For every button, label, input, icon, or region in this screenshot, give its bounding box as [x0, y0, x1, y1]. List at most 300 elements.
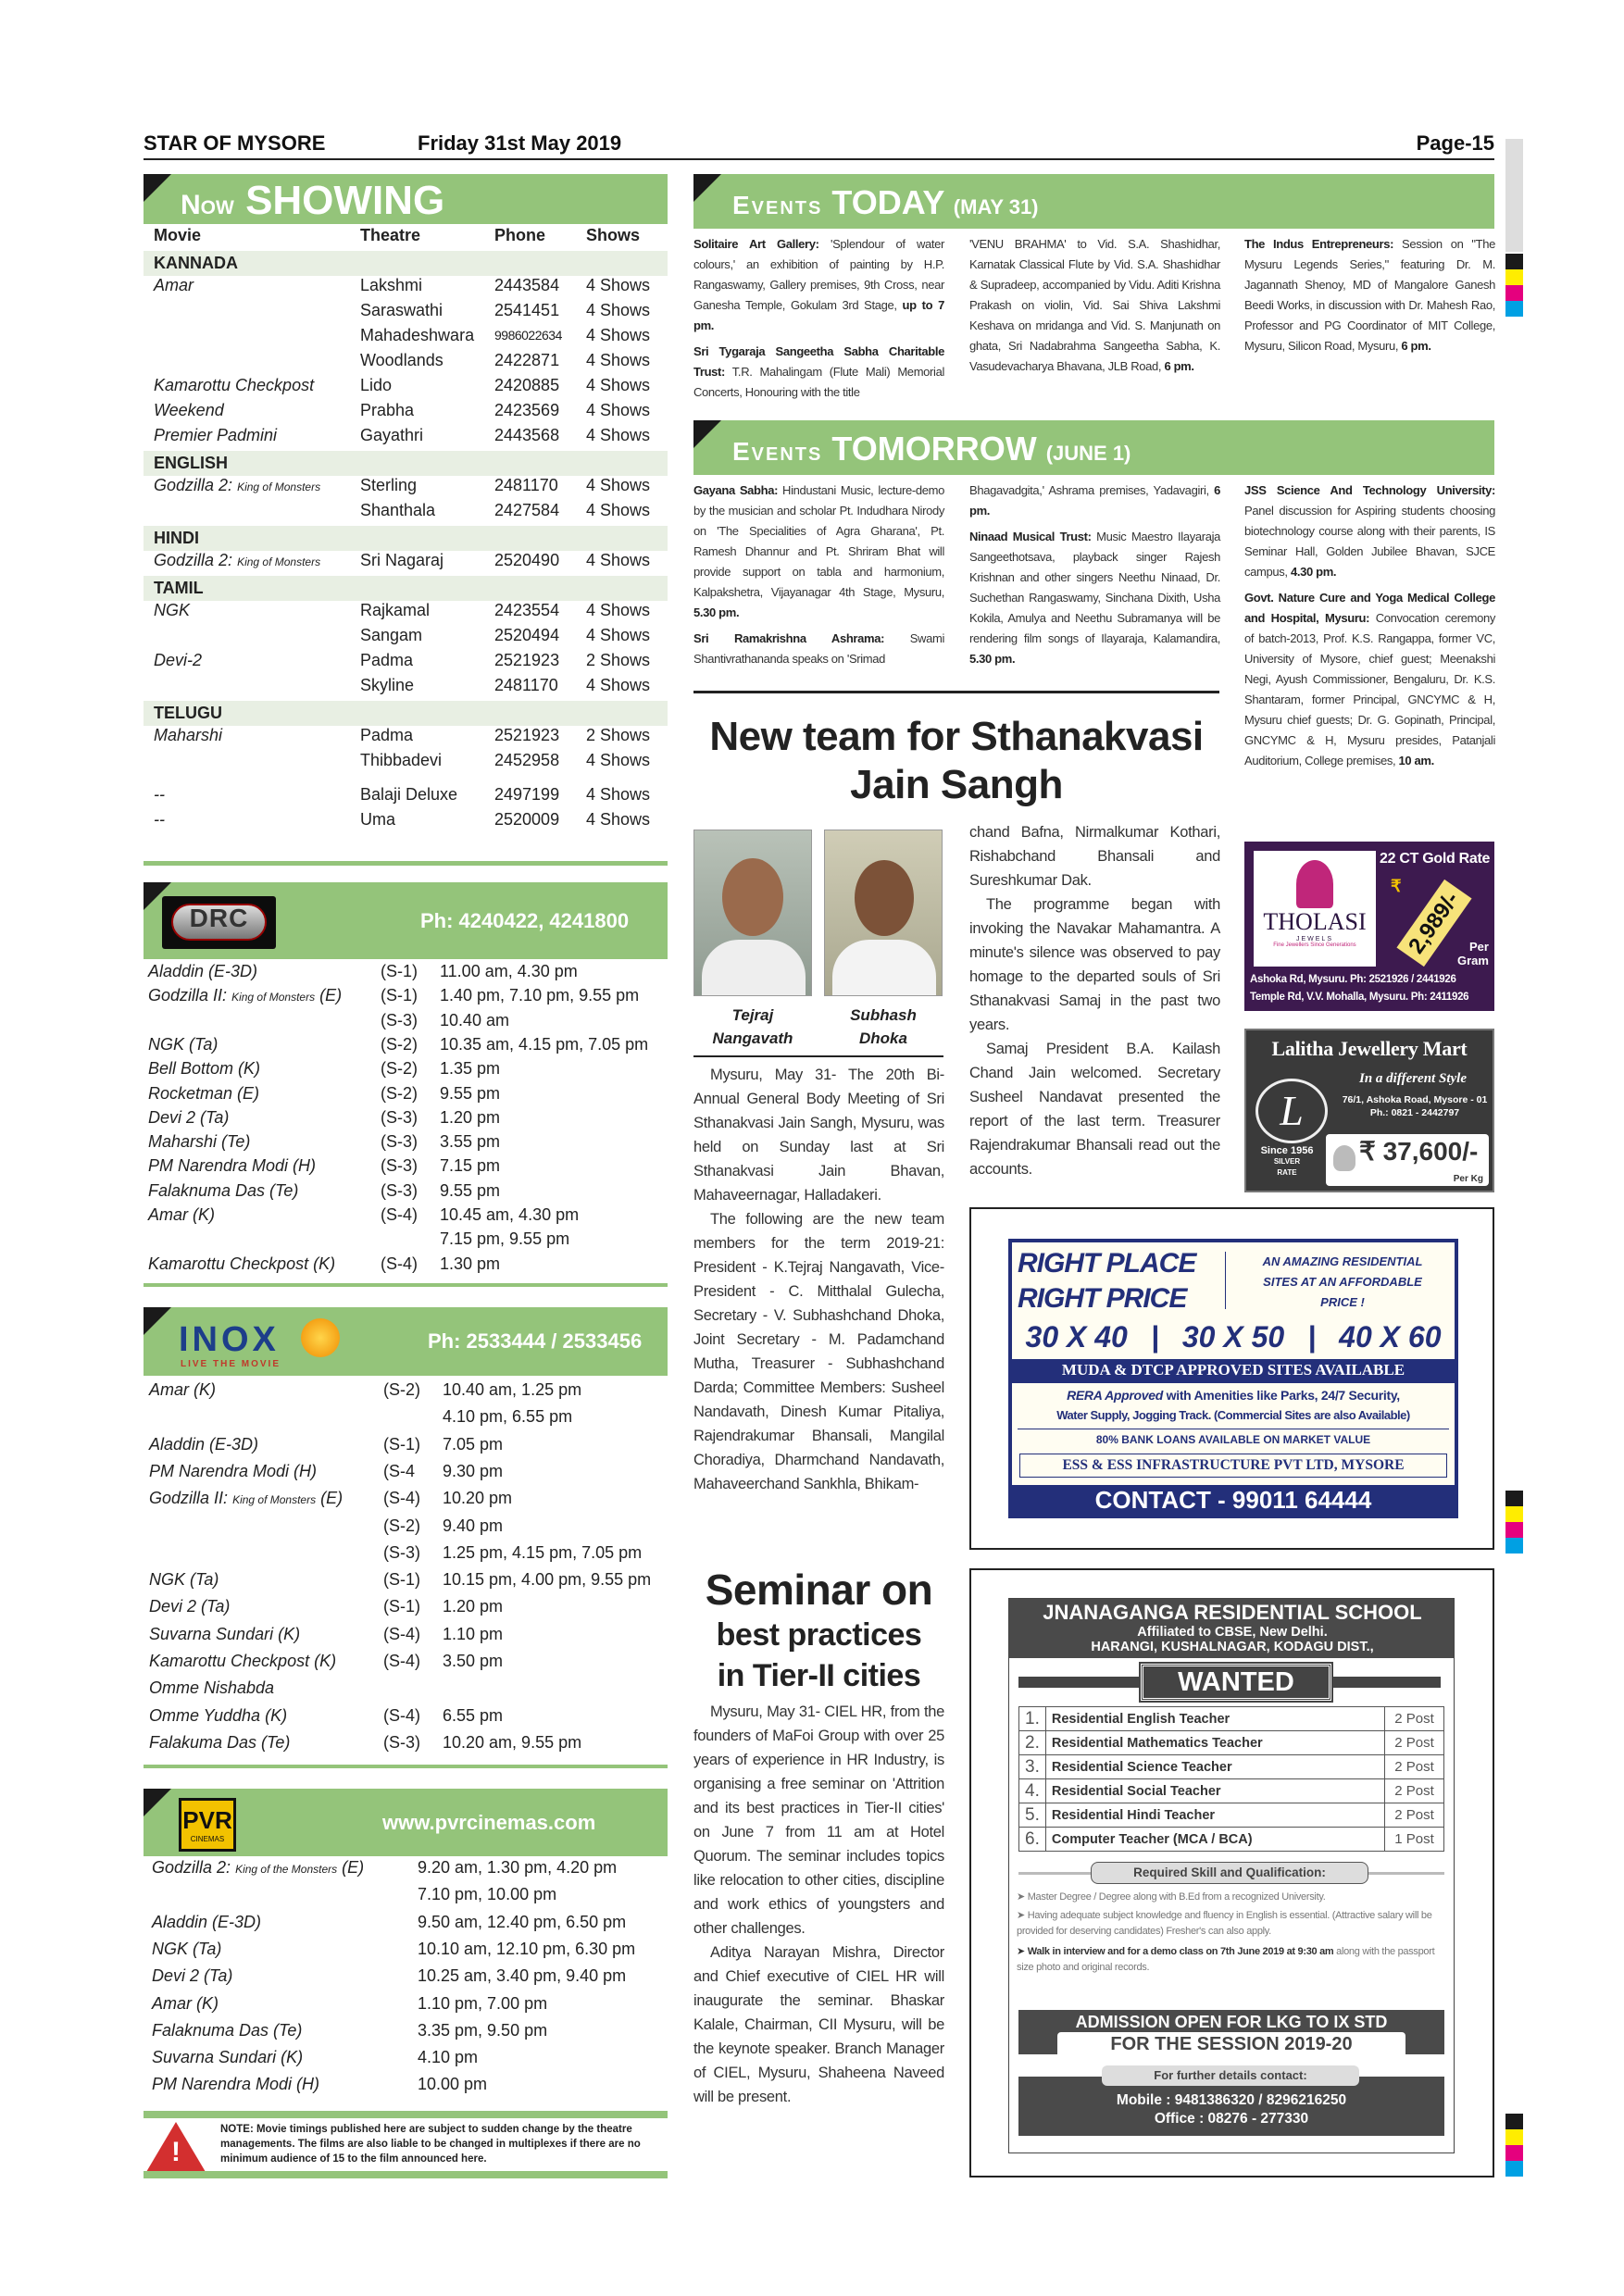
position-title: Residential Mathematics Teacher: [1045, 1731, 1384, 1755]
showtime-row[interactable]: [144, 1652, 668, 1678]
position-row: [1019, 1755, 1444, 1779]
show-times: 7.05 pm: [443, 1434, 504, 1454]
tholasi-jewels-ad[interactable]: [1244, 842, 1494, 1011]
theatre-name: Sri Nagaraj: [360, 551, 444, 569]
show-times: 7.10 pm, 10.00 pm: [418, 1885, 557, 1904]
silver-price-box: ₹ 37,600/- Per Kg: [1326, 1134, 1489, 1186]
realestate-ad[interactable]: [1008, 1239, 1458, 1518]
movie-title: [154, 810, 165, 830]
show-times: 10.40 am, 1.25 pm: [443, 1380, 582, 1399]
movie-title: [149, 1706, 287, 1726]
show-count: 4 Shows: [586, 376, 651, 394]
theatre-name: Thibbadevi: [360, 751, 443, 769]
event-details: Panel discussion for Aspiring students choosing biotechnology course along with their parents, IS Seminar Hall, Golden Jubilee Bhavan, SJCE campus,: [1244, 504, 1495, 579]
movie-title: [154, 785, 165, 805]
movie-language: (E): [320, 1489, 344, 1508]
showtime-row[interactable]: [144, 2048, 668, 2075]
show-times: 1.10 pm: [443, 1624, 504, 1643]
position-number: 4.: [1019, 1779, 1046, 1803]
bank-loans: 80% BANK LOANS AVAILABLE ON MARKET VALUE: [1095, 1433, 1371, 1446]
theatre-name: Uma: [360, 810, 396, 829]
event-organiser: Govt. Nature Cure and Yoga Medical College and Hospital, Mysuru:: [1244, 591, 1495, 625]
position-number: 2.: [1019, 1731, 1046, 1755]
event-item: [1244, 234, 1495, 356]
registration-strip: [1505, 139, 1523, 252]
theatre-name: Prabha: [360, 401, 415, 419]
show-count: 4 Shows: [586, 785, 651, 804]
showtime-row[interactable]: [144, 1733, 668, 1760]
movie-title: [154, 551, 320, 570]
show-times: 7.15 pm, 9.55 pm: [440, 1229, 570, 1249]
column-header: Shows: [586, 226, 641, 244]
event-details: Swami Shantivrathananda speaks on 'Srimad: [693, 631, 944, 666]
show-count: 4 Shows: [586, 426, 651, 444]
listing-row[interactable]: [144, 651, 668, 676]
event-item: [1244, 588, 1495, 771]
screen-number: (S-3): [381, 1180, 418, 1200]
show-count: 4 Shows: [586, 326, 651, 344]
showtime-row[interactable]: [144, 1059, 668, 1083]
pvr-website[interactable]: www.pvrcinemas.com: [382, 1811, 596, 1834]
showtime-row[interactable]: [144, 1913, 668, 1940]
requirements-label: Required Skill and Qualification:: [1091, 1862, 1368, 1884]
screen-number: (S-1): [383, 1434, 420, 1454]
contact-label: For further details contact:: [1102, 2065, 1359, 2086]
theatre-name: Shanthala: [360, 501, 436, 519]
event-item: [693, 629, 944, 669]
listing-row[interactable]: [144, 726, 668, 751]
lalitha-tagline: In a different Style: [1359, 1071, 1467, 1086]
photo-subhash: [824, 830, 943, 996]
screen-number: (S-2): [383, 1380, 420, 1399]
lalitha-address: 76/1, Ashoka Road, Mysore - 01 Ph.: 0821 - 2442797: [1342, 1094, 1488, 1118]
listing-row[interactable]: [144, 551, 668, 576]
event-details: Bhagavadgita,' Ashrama premises, Yadavagiri,: [969, 483, 1215, 497]
listing-row[interactable]: [144, 501, 668, 526]
movie-name: Amar (K): [148, 1205, 215, 1224]
events-tomorrow-col-2: [969, 480, 1220, 675]
show-times: 10.40 am: [440, 1010, 510, 1029]
theatre-phone: 9986022634: [494, 328, 562, 343]
theatre-phone: 2427584: [494, 501, 560, 519]
language-section: [144, 576, 668, 601]
masthead-rule: [144, 158, 1494, 160]
screen-number: (S-4): [383, 1652, 420, 1670]
show-times: 10.15 pm, 4.00 pm, 9.55 pm: [443, 1570, 652, 1590]
movie-title: [154, 276, 194, 295]
movie-title: [149, 1380, 216, 1400]
listing-row[interactable]: [144, 401, 668, 426]
showtime-row[interactable]: [144, 1132, 668, 1156]
inox-logo: INOX: [179, 1320, 280, 1359]
show-count: 4 Shows: [586, 401, 651, 419]
silver-cup-icon: [1333, 1145, 1355, 1171]
show-count: 4 Shows: [586, 676, 651, 694]
requirements-list: ➤ Master Degree / Degree along with B.Ed from a recognized University. ➤ Having adequate subject knowledge and fluency in English is essential. (Attractive salary will be provided for deserving candidates) Fresher's can also apply. ➤ Walk in interview and for a demo class on 7th June 2019 at 9:30 am along with the passport size photo and original records.: [1017, 1891, 1435, 1973]
admission-banner: ADMISSION OPEN FOR LKG TO IX STD: [1075, 2013, 1388, 2031]
theatre-phone: 2541451: [494, 301, 560, 319]
showtime-row[interactable]: [144, 1462, 668, 1489]
contact-number[interactable]: CONTACT - 99011 64444: [1094, 1486, 1372, 1514]
section-divider: [144, 1283, 668, 1287]
realestate-headline: RIGHT PLACE RIGHT PRICE: [1018, 1248, 1196, 1314]
drc-logo: DRC: [162, 896, 276, 949]
movie-name: Godzilla 2:: [154, 476, 233, 494]
movie-title: [149, 1733, 290, 1753]
movie-name: Devi-2: [154, 651, 203, 669]
jain-article-col-2: chand Bafna, Nirmalkumar Kothari, Rishabchand Bhansali and Sureshkumar Dak. The programme began with invoking the Navakar Mahamantra. A minute's silence was observed to pay homage to the departed souls of Sri Sthanakvasi Samaj in the past two years. Samaj President B.A. Kailash Chand Jain welcomed. Secretary Susheel Nandavat presented the report of the last term. Treasurer Rajendrakumar Bhansali read out the accounts.: [969, 824, 1220, 1178]
show-times: 10.20 am, 9.55 pm: [443, 1732, 582, 1752]
color-registration-mark: [1505, 2114, 1523, 2177]
drc-header: [144, 882, 668, 959]
listing-row[interactable]: [144, 301, 668, 326]
event-time: up to 7 pm.: [693, 298, 944, 332]
showtime-row[interactable]: [144, 1570, 668, 1597]
showtime-row[interactable]: [144, 1254, 668, 1279]
movie-name: Omme Nishabda: [149, 1678, 275, 1698]
event-time: 5.30 pm.: [969, 652, 1016, 666]
showtime-row[interactable]: [144, 1625, 668, 1652]
movie-name: Godzilla II:: [149, 1489, 229, 1508]
movie-title: [154, 651, 202, 670]
lalitha-brand: Lalitha Jewellery Mart: [1271, 1037, 1468, 1060]
seminar-article-body: Mysuru, May 31- CIEL HR, from the founders of MaFoi Group with over 25 years of experience in HR Industry, is organising a free seminar on 'Attrition and its best practices in Tier-II cities' on June 7 from 11 am at Hotel Quorum. The seminar includes topics like relocation to other cities, discipline and work ethics of youngsters and other challenges. Aditya Narayan Mishra, Director and Chief executive of CIEL HR will inaugurate the seminar. Bhaskar Kalale, Chairman, CII Mysuru, will be the keynote speaker. Branch Manager of CIEL, Mysuru, Shaheena Naveed will be present.: [693, 1703, 944, 2105]
event-organiser: The Indus Entrepreneurs:: [1244, 237, 1394, 251]
movie-name: Aladdin (E-3D): [148, 962, 258, 980]
show-count: 2 Shows: [586, 651, 651, 669]
movie-name: NGK (Ta): [152, 1939, 222, 1958]
caption-rule: [693, 1055, 943, 1057]
event-item: [693, 480, 944, 623]
showtime-row[interactable]: [144, 1543, 668, 1570]
movie-title: [148, 986, 342, 1005]
showtime-row[interactable]: [144, 1084, 668, 1108]
screen-number: (S-3): [383, 1732, 420, 1752]
showtime-row[interactable]: [144, 1885, 668, 1912]
pvr-logo: PVR CINEMAS: [179, 1798, 236, 1852]
movie-name: Devi 2 (Ta): [149, 1597, 231, 1616]
listing-row[interactable]: [144, 326, 668, 351]
position-count: 2 Post: [1385, 1731, 1444, 1755]
language-section: [144, 451, 668, 476]
showtime-row[interactable]: [144, 1435, 668, 1462]
company-name: ESS & ESS INFRASTRUCTURE PVT LTD, MYSORE: [1019, 1454, 1447, 1478]
movie-name: Weekend: [154, 401, 224, 419]
article-divider: [693, 691, 1219, 693]
theatre-name: Woodlands: [360, 351, 443, 369]
event-item: [969, 234, 1220, 377]
theatre-phone: 2443584: [494, 276, 560, 294]
event-details: Music Maestro Ilayaraja Sangeethotsava, playback singer Rajesh Krishnan and other singers Neethu Ninaad, Dr. Suchethan Rangaswamy, Sinchana Dixith, Usha Kokila, Amulya and Neethu Subramanya will be rendering film songs of Ilayaraja, Kalamandira,: [969, 530, 1221, 645]
event-details: T.R. Mahalingam (Flute Mali) Memorial Concerts, Honouring with the title: [693, 365, 944, 399]
listing-row[interactable]: [144, 751, 668, 776]
showtime-row[interactable]: [144, 1156, 668, 1180]
movie-title: [148, 1254, 335, 1274]
movie-name: Godzilla 2:: [152, 1858, 231, 1877]
event-details: Session on "The Mysuru Legends Series," featuring Dr. M. Jagannath Shenoy, MD of Mangalore Ganesh Beedi Works, in discussion with Dr. Mahesh Rao, Professor and PG Coordinator of MIT College, Mysuru, Silicon Road, Mysuru,: [1244, 237, 1495, 353]
theatre-phone: 2520494: [494, 626, 560, 644]
section-label: HINDI: [154, 529, 199, 547]
listing-row[interactable]: [144, 626, 668, 651]
event-details: 'VENU BRAHMA' to Vid. S.A. Shashidhar, Karnatak Classical Flute by Vid. S.A. Shashidhar & Supradeep, accompanied by Vidu. Aditi Krishna Prakash on violin, Vid. Sai Shiva Lakshmi Keshava on mridanga and Vid. S. Manjunath on ghata, Sri Nadabrahma Sangeetha Sabha, K. Vasudevacharya Bhavana, JLB Road,: [969, 237, 1220, 373]
movie-title: [149, 1652, 336, 1671]
events-tomorrow-header: Events TOMORROW (JUNE 1): [693, 420, 1494, 475]
inox-tagline: LIVE THE MOVIE: [181, 1359, 281, 1369]
jain-sangh-headline: New team for Sthanakvasi Jain Sangh: [709, 714, 1204, 807]
show-count: 4 Shows: [586, 601, 651, 619]
pvr-header: [144, 1789, 668, 1856]
movie-title: [149, 1625, 300, 1644]
movie-name: NGK: [154, 601, 191, 619]
movie-name: Omme Yuddha (K): [149, 1705, 288, 1725]
movie-name: Aladdin (E-3D): [149, 1434, 259, 1454]
listing-row[interactable]: [144, 785, 668, 810]
show-times: 11.00 am, 4.30 pm: [440, 962, 578, 980]
newspaper-name: STAR OF MYSORE: [144, 131, 326, 155]
showtime-row[interactable]: [144, 1994, 668, 2021]
movie-name: Devi 2 (Ta): [148, 1107, 230, 1127]
showtime-row[interactable]: [144, 1035, 668, 1059]
show-count: 4 Shows: [586, 626, 651, 644]
event-details: 'Splendour of water colours,' an exhibition of painting by H.P. Rangaswamy, Gallery premises, 9th Cross, near Ganesha Temple, Gokulam 3rd Stage,: [693, 237, 945, 312]
movie-title: [149, 1597, 230, 1616]
movie-name: Falakuma Das (Te): [149, 1732, 291, 1752]
listing-row[interactable]: [144, 676, 668, 701]
section-divider: [144, 1765, 668, 1768]
event-item: [693, 342, 944, 403]
corner-marker: [693, 420, 721, 448]
listing-row[interactable]: [144, 810, 668, 835]
screen-number: (S-2): [381, 1083, 418, 1103]
events-today-col-3: [1244, 234, 1495, 362]
section-label: TAMIL: [154, 579, 204, 597]
screen-number: (S-4): [383, 1705, 420, 1725]
show-times: 1.25 pm, 4.15 pm, 7.05 pm: [443, 1542, 643, 1562]
showtime-row[interactable]: [144, 962, 668, 986]
event-item: [1244, 480, 1495, 582]
position-count: 1 Post: [1385, 1828, 1444, 1852]
movie-timings-note: NOTE: Movie timings published here are subject to sudden change by the theatre managements. The films are also liable to be changed in multiplexes if there are no minimum audience of 15 to the film announced here.: [220, 2124, 641, 2165]
movie-subtitle: King of Monsters: [231, 991, 316, 1004]
showtime-row[interactable]: [144, 1940, 668, 1966]
theatre-phone: 2481170: [494, 476, 558, 494]
show-times: 1.35 pm: [440, 1059, 501, 1079]
listing-row[interactable]: [144, 276, 668, 301]
showtime-row[interactable]: [144, 1181, 668, 1205]
event-organiser: Ninaad Musical Trust:: [969, 530, 1092, 543]
movie-title: [148, 962, 257, 981]
movie-name: --: [154, 810, 165, 829]
note-bottom-bar: [144, 2171, 668, 2178]
showtime-row[interactable]: [144, 1966, 668, 1993]
theatre-phone: 2520490: [494, 551, 560, 569]
showtime-row[interactable]: [144, 1489, 668, 1516]
movie-title: [152, 1966, 232, 1986]
listing-row[interactable]: [144, 476, 668, 501]
event-organiser: Sri Tygaraja Sangeetha Sabha Charitable Trust:: [693, 344, 944, 379]
rupee-icon: ₹: [1391, 877, 1402, 895]
section-divider: [144, 861, 668, 866]
screen-number: (S-1): [381, 962, 418, 980]
showtime-row[interactable]: [144, 1108, 668, 1132]
inox-header: [144, 1307, 668, 1376]
listing-row[interactable]: [144, 351, 668, 376]
show-count: 4 Shows: [586, 351, 651, 369]
seminar-headline: Seminar on best practices in Tier-II cities: [705, 1566, 933, 1693]
listing-row[interactable]: [144, 601, 668, 626]
color-registration-mark: [1505, 1491, 1523, 1554]
approval-banner: MUDA & DTCP APPROVED SITES AVAILABLE: [1061, 1361, 1405, 1379]
theatre-name: Sangam: [360, 626, 423, 644]
event-details: Convocation ceremony of batch-2013, Prof. K.S. Rangappa, former VC, University of Mysore, chief guest; Meenakshi Negi, Ayush Commissioner, Bengaluru, Dr. K.S. Shantaram, former Principal, GNCYMC & H, Mysuru chief guests; Dr. G. Gopinath, Principal, GNCYMC & H, Mysuru presides, Patanjali Auditorium, College premises,: [1244, 611, 1495, 767]
show-times: 7.15 pm: [440, 1156, 501, 1176]
now-showing-table: [144, 226, 668, 855]
position-title: Residential Social Teacher: [1045, 1779, 1384, 1803]
school-contact-numbers[interactable]: Mobile : 9481386320 / 8296216250 Office : 08276 - 277330: [1116, 2092, 1347, 2127]
movie-title: [148, 1156, 316, 1176]
screen-number: (S-2): [381, 1059, 418, 1079]
movie-title: [149, 1435, 258, 1454]
event-item: [969, 527, 1220, 669]
theatre-phone: 2481170: [494, 676, 558, 694]
events-today-header: Events TODAY (MAY 31): [693, 174, 1494, 229]
screen-number: (S-2): [383, 1516, 420, 1535]
movie-name: PM Narendra Modi (H): [148, 1156, 317, 1176]
movie-name: Rocketman (E): [148, 1083, 260, 1103]
movie-title: [152, 1940, 221, 1959]
show-times: 10.35 am, 4.15 pm, 7.05 pm: [440, 1034, 649, 1054]
school-header: JNANAGANGA RESIDENTIAL SCHOOL Affiliated to CBSE, New Delhi. HARANGI, KUSHALNAGAR, KODAGU DIST.,: [1009, 1599, 1455, 1658]
position-title: Residential English Teacher: [1045, 1707, 1384, 1731]
movie-title: [148, 1132, 250, 1152]
events-today-col-2: [969, 234, 1220, 382]
showtime-row[interactable]: [144, 1380, 668, 1407]
note-top-bar: [144, 2111, 668, 2118]
screen-number: (S-1): [381, 986, 418, 1005]
showtime-row[interactable]: [144, 1516, 668, 1543]
lalitha-jewellery-ad[interactable]: [1244, 1029, 1494, 1192]
movie-name: Amar (K): [149, 1380, 216, 1399]
movie-title: [152, 1913, 261, 1932]
show-count: 4 Shows: [586, 276, 651, 294]
movie-name: PM Narendra Modi (H): [152, 2075, 320, 2094]
language-section: [144, 701, 668, 726]
session-label: FOR THE SESSION 2019-20: [1057, 2032, 1405, 2056]
theatre-phone: 2422871: [494, 351, 560, 369]
movie-title: [149, 1678, 274, 1698]
movie-name: PM Narendra Modi (H): [149, 1461, 318, 1480]
event-item: [693, 234, 944, 336]
theatre-phone: 2520009: [494, 810, 560, 829]
photo-tejraj: [693, 830, 812, 996]
show-times: 10.20 pm: [443, 1489, 513, 1508]
movie-name: Aladdin (E-3D): [152, 1912, 262, 1931]
movie-name: --: [154, 785, 165, 804]
movie-name: Bell Bottom (K): [148, 1059, 261, 1079]
language-section: [144, 251, 668, 276]
position-row: [1019, 1731, 1444, 1755]
listing-row[interactable]: [144, 376, 668, 401]
showtime-row[interactable]: [144, 986, 668, 1010]
screen-number: (S-1): [383, 1570, 420, 1590]
peacock-icon: [1296, 860, 1333, 908]
show-times: 10.25 am, 3.40 pm, 9.40 pm: [418, 1966, 627, 1986]
tholasi-logo: THOLASI JEWELS Fine Jewellers Since Generations: [1254, 851, 1376, 967]
screen-number: (S-3): [383, 1542, 420, 1562]
corner-marker: [693, 174, 721, 202]
screen-number: (S-3): [381, 1010, 418, 1029]
drc-listing: [144, 962, 668, 1281]
theatre-name: Skyline: [360, 676, 415, 694]
gold-rate-heading: 22 CT Gold Rate: [1380, 851, 1491, 867]
events-tomorrow-col-3: [1244, 480, 1495, 777]
event-time: 10 am.: [1398, 754, 1434, 767]
show-times: 9.30 pm: [443, 1461, 504, 1480]
screen-number: (S-4): [381, 1254, 418, 1273]
showtime-row[interactable]: [144, 2075, 668, 2102]
movie-name: NGK (Ta): [149, 1570, 219, 1590]
corner-marker: [144, 1789, 171, 1816]
tholasi-addresses: Ashoka Rd, Mysuru. Ph: 2521926 / 2441926 Temple Rd, V.V. Mohalla, Mysuru. Ph: 2411926: [1250, 974, 1469, 1003]
show-times: 1.10 pm, 7.00 pm: [418, 1993, 548, 2013]
theatre-name: Rajkamal: [360, 601, 431, 619]
screen-number: (S-3): [381, 1156, 418, 1176]
site-sizes: 30 X 40 | 30 X 50 | 40 X 60: [1025, 1320, 1442, 1354]
showtime-row[interactable]: [144, 1678, 668, 1705]
position-number: 6.: [1019, 1828, 1046, 1852]
theatre-name: Mahadeshwara: [360, 326, 475, 344]
show-times: 9.40 pm: [443, 1516, 504, 1535]
movie-title: [152, 2021, 302, 2040]
showtime-row[interactable]: [144, 1706, 668, 1733]
theatre-phone: 2452958: [494, 751, 560, 769]
showtime-row[interactable]: [144, 2021, 668, 2048]
theatre-phone: 2420885: [494, 376, 560, 394]
section-label: KANNADA: [154, 254, 238, 272]
showtime-row[interactable]: [144, 1205, 668, 1229]
movie-title: [152, 1994, 219, 2014]
showtime-row[interactable]: [144, 1407, 668, 1434]
caption-tejraj: Tejraj Nangavath: [712, 1006, 793, 1047]
position-row: [1019, 1803, 1444, 1828]
event-organiser: Sri Ramakrishna Ashrama:: [693, 631, 885, 645]
showtime-row[interactable]: [144, 1229, 668, 1254]
position-number: 3.: [1019, 1755, 1046, 1779]
movie-title: [149, 1570, 219, 1590]
theatre-phone: 2497199: [494, 785, 560, 804]
movie-name: Kamarottu Checkpost: [154, 376, 315, 394]
show-count: 4 Shows: [586, 501, 651, 519]
movie-name: Falaknuma Das (Te): [148, 1180, 299, 1200]
position-count: 2 Post: [1385, 1707, 1444, 1731]
movie-title: [154, 401, 224, 420]
theatre-phone: 2423569: [494, 401, 560, 419]
movie-name: Suvarna Sundari (K): [152, 2048, 304, 2067]
showtime-row[interactable]: [144, 1858, 668, 1885]
movie-subtitle: King of Monsters: [237, 480, 321, 493]
table-header: [144, 226, 668, 251]
movie-title: [148, 1108, 229, 1128]
showtime-row[interactable]: [144, 1597, 668, 1624]
school-ad[interactable]: [1008, 1598, 1455, 2153]
issue-date: Friday 31st May 2019: [418, 131, 622, 155]
showtime-row[interactable]: [144, 1011, 668, 1035]
movie-name: NGK (Ta): [148, 1034, 219, 1054]
position-count: 2 Post: [1385, 1803, 1444, 1828]
screen-number: (S-4): [383, 1624, 420, 1643]
listing-row[interactable]: [144, 426, 668, 451]
rera-details: RERA Approved with Amenities like Parks, 24/7 Security, Water Supply, Jogging Track. (Commercial Sites are also Available): [1056, 1388, 1410, 1422]
